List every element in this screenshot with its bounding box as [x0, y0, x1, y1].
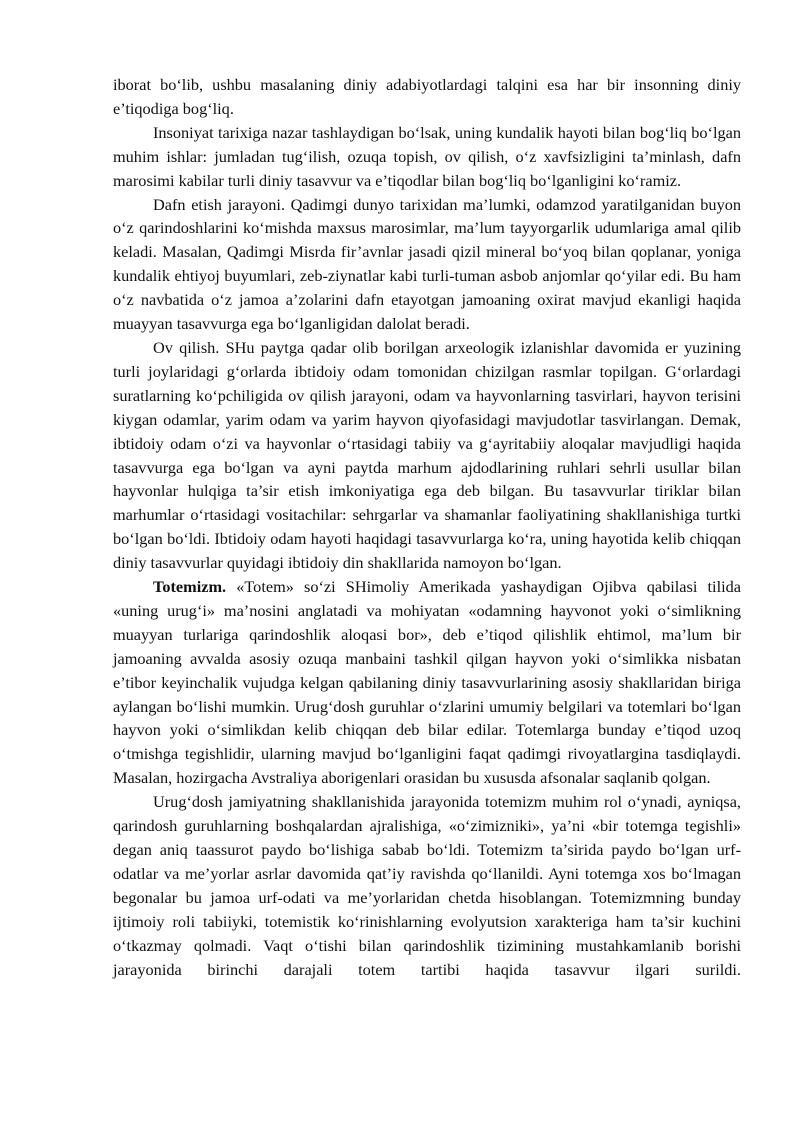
- paragraph-text: Ov qilish. SHu paytga qadar olib borilgan arxeologik izlanishlar davomida er yuzining turli joylaridagi g‘orlarda ibtidoiy odam tomonidan chizilgan rasmlar topilgan. G‘orlardagi suratlarning ko‘pchiligida ov qilish jarayoni, odam va hayvonlarning tasvirlari, hayvon terisini kiygan odamlar, yarim odam va yarim hayvon qiyofasidagi mavjudotlar tasvirlangan. Demak, ibtidoiy odam o‘zi va hayvonlar o‘rtasidagi tabiiy va g‘ayritabiiy aloqalar mavjudligi haqida tasavvurga ega bo‘lgan va ayni paytda marhum ajdodlarining ruhlari sehrli usullar bilan hayvonlar hulqiga ta’sir etish imkoniyatiga ega deb bilgan. Bu tasavvurlar tiriklar bilan marhumlar o‘rtasidagi vositachilar: sehrgarlar va shamanlar faoliyatining shakllanishiga turtki bo‘lgan bo‘ldi. Ibtidoiy odam hayoti haqidagi tasavvurlarga ko‘ra, uning hayotida kelib chiqqan diniy tasavvurlar quyidagi ibtidoiy din shakllarida namoyon bo‘lgan.: [113, 337, 741, 573]
- paragraph-text: iborat bo‘lib, ushbu masalaning diniy adabiyotlardagi talqini esa har bir insonning diniy e’tiqodiga bog‘liq.: [113, 75, 741, 118]
- paragraph-introduction: [113, 121, 741, 193]
- paragraph-totemism-role: [113, 790, 741, 981]
- paragraph-continuation: [113, 73, 741, 121]
- paragraph-text: Dafn etish jarayoni. Qadimgi dunyo tarixidan ma’lumki, odamzod yaratilganidan buyon o‘z qarindoshlarini ko‘mishda maxsus marosimlar, ma’lum tayyorgarlik udumlariga amal qilib keladi. Masalan, Qadimgi Misrda fir’avnlar jasadi qizil mineral bo‘yoq bilan qoplanar, yoniga kundalik ehtiyoj buyumlari, zeb-ziynatlar kabi turli-tuman asbob anjomlar qo‘yilar edi. Bu ham o‘z navbatida o‘z jamoa a’zolarini dafn etayotgan jamoaning oxirat mavjud ekanligi haqida muayyan tasavvurga ega bo‘lganligidan dalolat beradi.: [113, 194, 741, 334]
- paragraph-burial: [113, 193, 741, 336]
- paragraph-text: «Totem» so‘zi SHimoliy Amerikada yashaydigan Ojibva qabilasi tilida «uning urug‘i» ma’nosini anglatadi va mohiyatan «odamning hayvonot yoki o‘simlikning muayyan turlariga qarindoshlik aloqasi bor», deb e’tiqod qilishlik ehtimol, ma’lum bir jamoaning avvalda asosiy ozuqa manbaini tashkil qilgan hayvon yoki o‘simlikka nisbatan e’tibor keyinchalik vujudga kelgan qabilaning diniy tasavvurlarining asosiy shakllaridan biriga aylangan bo‘lishi mumkin. Urug‘dosh guruhlar o‘zlarini umumiy belgilari va totemlari bo‘lgan hayvon yoki o‘simlikdan kelib chiqqan deb bilar edilar. Totemlarga bunday e’tiqod uzoq o‘tmishga tegishlidir, ularning mavjud bo‘lganligini faqat qadimgi rivoyatlargina tasdiqlaydi. Masalan, hozirgacha Avstraliya aborigenlari orasidan bu xususda afsonalar saqlanib qolgan.: [113, 577, 741, 788]
- paragraph-totemism: [113, 575, 741, 790]
- paragraph-hunting: [113, 336, 741, 575]
- paragraph-text: Insoniyat tarixiga nazar tashlaydigan bo‘lsak, uning kundalik hayoti bilan bog‘liq bo‘lgan muhim ishlar: jumladan tug‘ilish, ozuqa topish, ov qilish, o‘z xavfsizligini ta’minlash, dafn marosimi kabilar turli diniy tasavvur va e’tiqodlar bilan bog‘liq bo‘lganligini ko‘ramiz.: [113, 122, 741, 190]
- paragraph-lead-term: Totemizm.: [153, 577, 227, 597]
- document-page: [113, 73, 741, 981]
- paragraph-text: Urug‘dosh jamiyatning shakllanishida jarayonida totemizm muhim rol o‘ynadi, ayniqsa, qarindosh guruhlarning boshqalardan ajralishiga, «o‘zimizniki», ya’ni «bir totemga tegishli» degan aniq taassurot paydo bo‘lishiga sabab bo‘ldi. Totemizm ta’sirida paydo bo‘lgan urf-odatlar va me’yorlar asrlar davomida qat’iy ravishda qo‘llanildi. Ayni totemga xos bo‘lmagan begonalar bu jamoa urf-odati va me’yorlaridan chetda hisoblangan. Totemizmning bunday ijtimoiy roli tabiiyki, totemistik ko‘rinishlarning evolyutsion xarakteriga ham ta’sir kuchini o‘tkazmay qolmadi. Vaqt o‘tishi bilan qarindoshlik tizimining mustahkamlanib borishi jarayonida birinchi darajali totem tartibi haqida tasavvur ilgari surildi.: [113, 792, 741, 979]
